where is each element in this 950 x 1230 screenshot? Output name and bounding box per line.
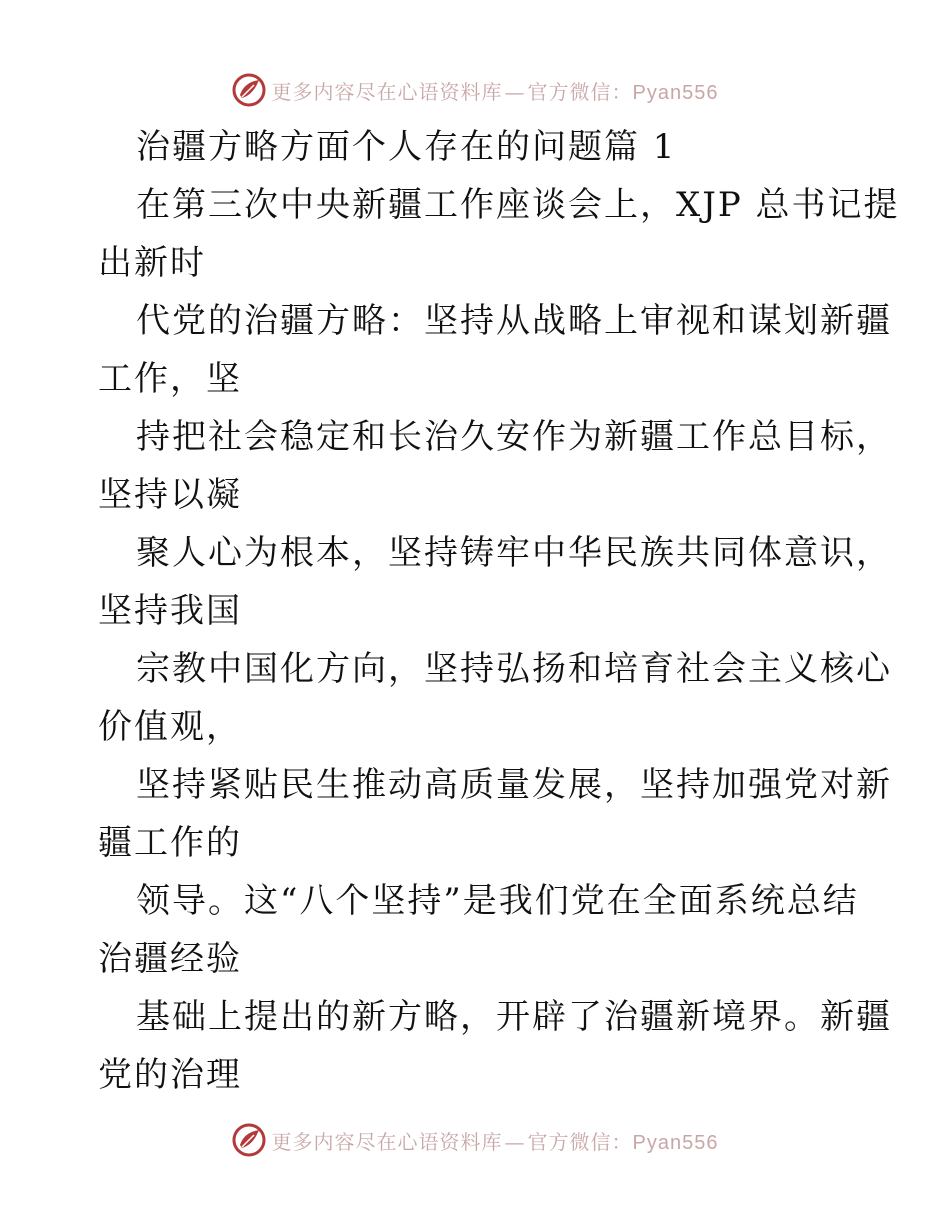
- paragraph-line: 领导。这“八个坚持”是我们党在全面系统总结: [136, 881, 859, 921]
- paragraph-line: 宗教中国化方向，坚持弘扬和培育社会主义核心: [136, 649, 892, 689]
- paragraph-line: 疆工作的: [98, 823, 242, 863]
- paragraph-line: 聚人心为根本，坚持铸牢中华民族共同体意识，: [136, 533, 892, 573]
- document-body: [98, 118, 900, 1104]
- paragraph-line: 基础上提出的新方略，开辟了治疆新境界。新疆: [136, 997, 892, 1037]
- paragraph-line: 治疆经验: [98, 939, 242, 979]
- paragraph-line: 党的治理: [98, 1055, 242, 1095]
- leaf-circle-logo-icon: [232, 1123, 266, 1157]
- paragraph-line: 坚持我国: [98, 591, 242, 631]
- document-title: 治疆方略方面个人存在的问题篇 1: [136, 127, 677, 167]
- leaf-circle-logo-icon: [232, 73, 266, 107]
- paragraph-line: 坚持以凝: [98, 475, 242, 515]
- paragraph-line: 工作，坚: [98, 359, 242, 399]
- paragraph-line: 价值观，: [98, 707, 242, 747]
- banner-text: 更多内容尽在心语资料库 — 官方微信：Pyan556: [271, 79, 719, 104]
- paragraph-line: 坚持紧贴民生推动高质量发展，坚持加强党对新: [136, 765, 892, 805]
- footer-banner: [0, 1120, 950, 1160]
- paragraph-line: 持把社会稳定和长治久安作为新疆工作总目标，: [136, 417, 892, 457]
- paragraph-line: 出新时: [98, 243, 206, 283]
- banner-text: 更多内容尽在心语资料库 — 官方微信：Pyan556: [271, 1129, 719, 1154]
- header-banner: [0, 70, 950, 110]
- paragraph-line: 在第三次中央新疆工作座谈会上，XJP 总书记提: [136, 185, 900, 225]
- paragraph-line: 代党的治疆方略：坚持从战略上审视和谋划新疆: [136, 301, 892, 341]
